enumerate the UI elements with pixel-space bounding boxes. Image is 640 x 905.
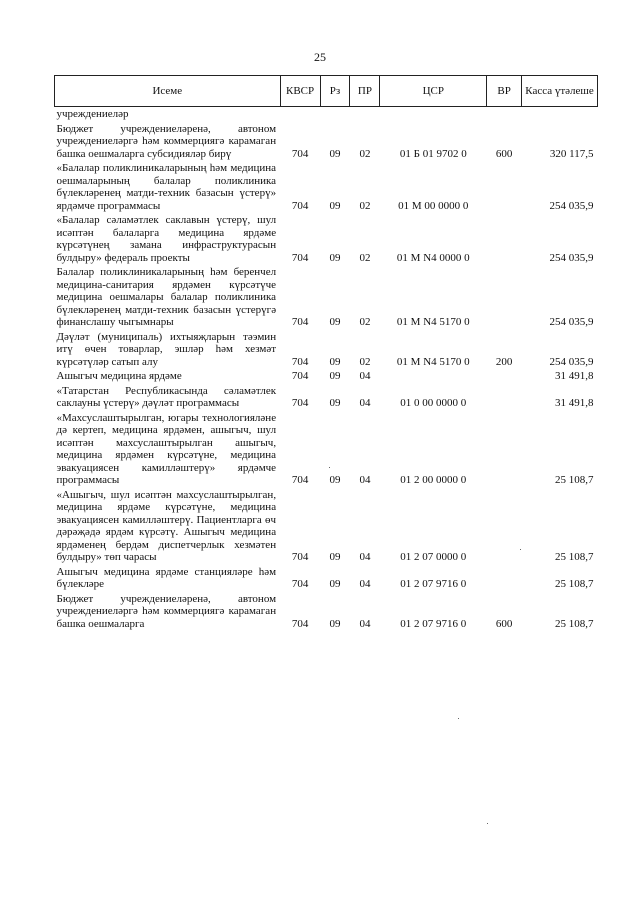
cell-sum: 31 491,8	[555, 397, 594, 409]
cell-vr: 600	[495, 147, 513, 160]
cell-csr: 01 2 07 0000 0	[400, 551, 467, 563]
cell-name: «Махсуслаштырылган, югары технологияләне дә кертеп, медицина ярдәмен, ашыгыч, шул исәптән махсуслаштырылган ашыгыч, медицина ярдәмен күрсәтүне, медицина эвакуациясен камилләштерү» ярдәмче программасы	[56, 411, 277, 486]
cell-pr: 04	[359, 551, 371, 563]
cell-pr: 02	[359, 199, 371, 212]
cell-kvsr: 704	[291, 251, 309, 264]
table-row	[55, 330, 598, 370]
cell-pr: 02	[359, 147, 371, 160]
cell-kvsr: 704	[291, 147, 309, 160]
cell-sum	[522, 107, 598, 122]
cell-rz: 09	[329, 147, 341, 160]
cell-sum: 320 117,5	[549, 147, 594, 160]
cell-vr	[487, 161, 522, 213]
header-csr: ЦСР	[380, 76, 487, 107]
table-row	[55, 369, 598, 384]
table-row	[55, 161, 598, 213]
cell-csr: 01 М N4 5170 0	[396, 355, 470, 368]
cell-sum: 25 108,7	[555, 474, 594, 486]
cell-pr: 04	[359, 617, 371, 630]
cell-kvsr: 704	[291, 355, 309, 368]
table-row	[55, 488, 598, 565]
table-row	[55, 592, 598, 632]
cell-vr	[487, 265, 522, 330]
cell-csr	[380, 107, 487, 122]
cell-kvsr: 704	[291, 578, 309, 590]
header-pr: ПР	[350, 76, 380, 107]
cell-name: Ашыгыч медицина ярдәме станцияләре һәм бүлекләре	[56, 565, 277, 590]
header-sum: Касса үтәлеше	[522, 76, 598, 107]
cell-pr: 04	[359, 474, 371, 486]
cell-rz: 09	[329, 397, 341, 409]
cell-rz: 09	[329, 370, 341, 382]
cell-csr: 01 0 00 0000 0	[400, 397, 467, 409]
table-row	[55, 384, 598, 411]
cell-name: «Ашыгыч, шул исәптән махсуслаштырылган, медицина ярдәме күрсәтүне, медицина эвакуациясен камилләштерү. Пациентларга өч дәрәҗәдә ярдәм күрсәтү. Ашыгыч медицина ярдәменең бердәм диспетчерлык хезмәтен булдыру» төп чарасы	[56, 488, 277, 563]
cell-name: учреждениеләр	[56, 108, 129, 120]
table-header	[55, 76, 598, 107]
cell-name: Балалар поликлиникаларының һәм беренчел медицина-санитария ярдәмен күрсәтүче медицина оешмалары балалар поликлиника бүлекләренең матди-техник базасын үстерүгә финанслашу чыгымнары	[56, 266, 277, 328]
cell-rz	[320, 107, 350, 122]
cell-sum: 254 035,9	[549, 355, 594, 368]
cell-rz: 09	[329, 251, 341, 264]
table-row	[55, 565, 598, 592]
header-kvsr: КВСР	[280, 76, 320, 107]
header-vr: ВР	[487, 76, 522, 107]
scan-dot	[487, 823, 488, 824]
cell-vr	[487, 488, 522, 565]
cell-vr	[487, 107, 522, 122]
cell-rz: 09	[329, 355, 341, 368]
page-number: 25	[314, 50, 326, 64]
scan-dot	[520, 549, 521, 550]
cell-sum: 25 108,7	[555, 617, 594, 630]
cell-sum: 25 108,7	[555, 551, 594, 563]
cell-kvsr: 704	[291, 199, 309, 212]
cell-rz: 09	[329, 617, 341, 630]
cell-pr: 02	[359, 316, 371, 328]
cell-csr: 01 2 00 0000 0	[400, 474, 467, 486]
cell-pr: 04	[359, 578, 371, 590]
scan-dot	[329, 467, 330, 468]
table-body	[55, 107, 598, 632]
cell-rz: 09	[329, 199, 341, 212]
table-row	[55, 107, 598, 122]
cell-kvsr: 704	[291, 617, 309, 630]
cell-name: Дәүләт (муниципаль) ихтыяҗларын тәэмин итү өчен товарлар, эшләр һәм хезмәт күрсәтүләр сатып алу	[56, 330, 277, 368]
cell-name: Ашыгыч медицина ярдәме	[56, 370, 182, 382]
cell-name: Бюджет учреждениеләренә, автоном учреждениеләргә һәм коммерциягә карамаган башка оешмаларга субсидияләр бирү	[56, 122, 277, 160]
scan-dot	[458, 718, 459, 719]
cell-kvsr: 704	[291, 551, 309, 563]
cell-vr	[487, 213, 522, 265]
cell-pr: 04	[359, 370, 371, 382]
cell-sum: 254 035,9	[549, 199, 594, 212]
cell-rz: 09	[329, 578, 341, 590]
cell-name: «Татарстан Республикасында сәламәтлек саклауны үстерү» дәүләт программасы	[56, 384, 277, 409]
cell-vr	[487, 411, 522, 488]
header-rz: Рз	[320, 76, 350, 107]
cell-rz: 09	[329, 316, 341, 328]
cell-name: «Балалар сәламәтлек саклавын үстерү, шул исәптән балаларга медицина ярдәме күрсәтүнең замана инфраструктурасын булдыру» федераль проекты	[56, 214, 277, 264]
cell-vr	[487, 565, 522, 592]
cell-vr	[487, 384, 522, 411]
cell-sum: 31 491,8	[555, 370, 594, 382]
cell-kvsr: 704	[291, 474, 309, 486]
cell-csr: 01 М N4 5170 0	[396, 316, 470, 328]
cell-pr	[350, 107, 380, 122]
budget-table	[54, 75, 598, 631]
cell-csr	[380, 369, 487, 384]
cell-kvsr	[280, 107, 320, 122]
cell-kvsr: 704	[291, 370, 309, 382]
table-row	[55, 265, 598, 330]
cell-sum: 254 035,9	[549, 251, 594, 264]
table-row	[55, 213, 598, 265]
cell-vr: 200	[495, 355, 513, 368]
cell-sum: 25 108,7	[555, 578, 594, 590]
cell-pr: 04	[359, 397, 371, 409]
cell-csr: 01 2 07 9716 0	[400, 617, 467, 630]
cell-kvsr: 704	[291, 316, 309, 328]
cell-vr: 600	[495, 617, 513, 630]
cell-name: «Балалар поликлиникаларының һәм медицина оешмаларының балалар поликлиника бүлекләренең матди-техник базасын үстерү» ярдәмче программасы	[56, 162, 277, 212]
cell-sum: 254 035,9	[549, 316, 594, 328]
cell-csr: 01 М 00 0000 0	[398, 199, 469, 212]
cell-csr: 01 М N4 0000 0	[396, 251, 470, 264]
header-name: Исеме	[55, 76, 281, 107]
cell-csr: 01 2 07 9716 0	[400, 578, 467, 590]
cell-pr: 02	[359, 355, 371, 368]
cell-kvsr: 704	[291, 397, 309, 409]
cell-csr: 01 Б 01 9702 0	[399, 147, 467, 160]
cell-vr	[487, 369, 522, 384]
table-row	[55, 411, 598, 488]
table-row	[55, 122, 598, 162]
cell-name: Бюджет учреждениеләренә, автоном учреждениеләргә һәм коммерциягә карамаган башка оешмаларга	[56, 592, 277, 630]
cell-pr: 02	[359, 251, 371, 264]
cell-rz: 09	[329, 551, 341, 563]
cell-rz: 09	[329, 474, 341, 486]
